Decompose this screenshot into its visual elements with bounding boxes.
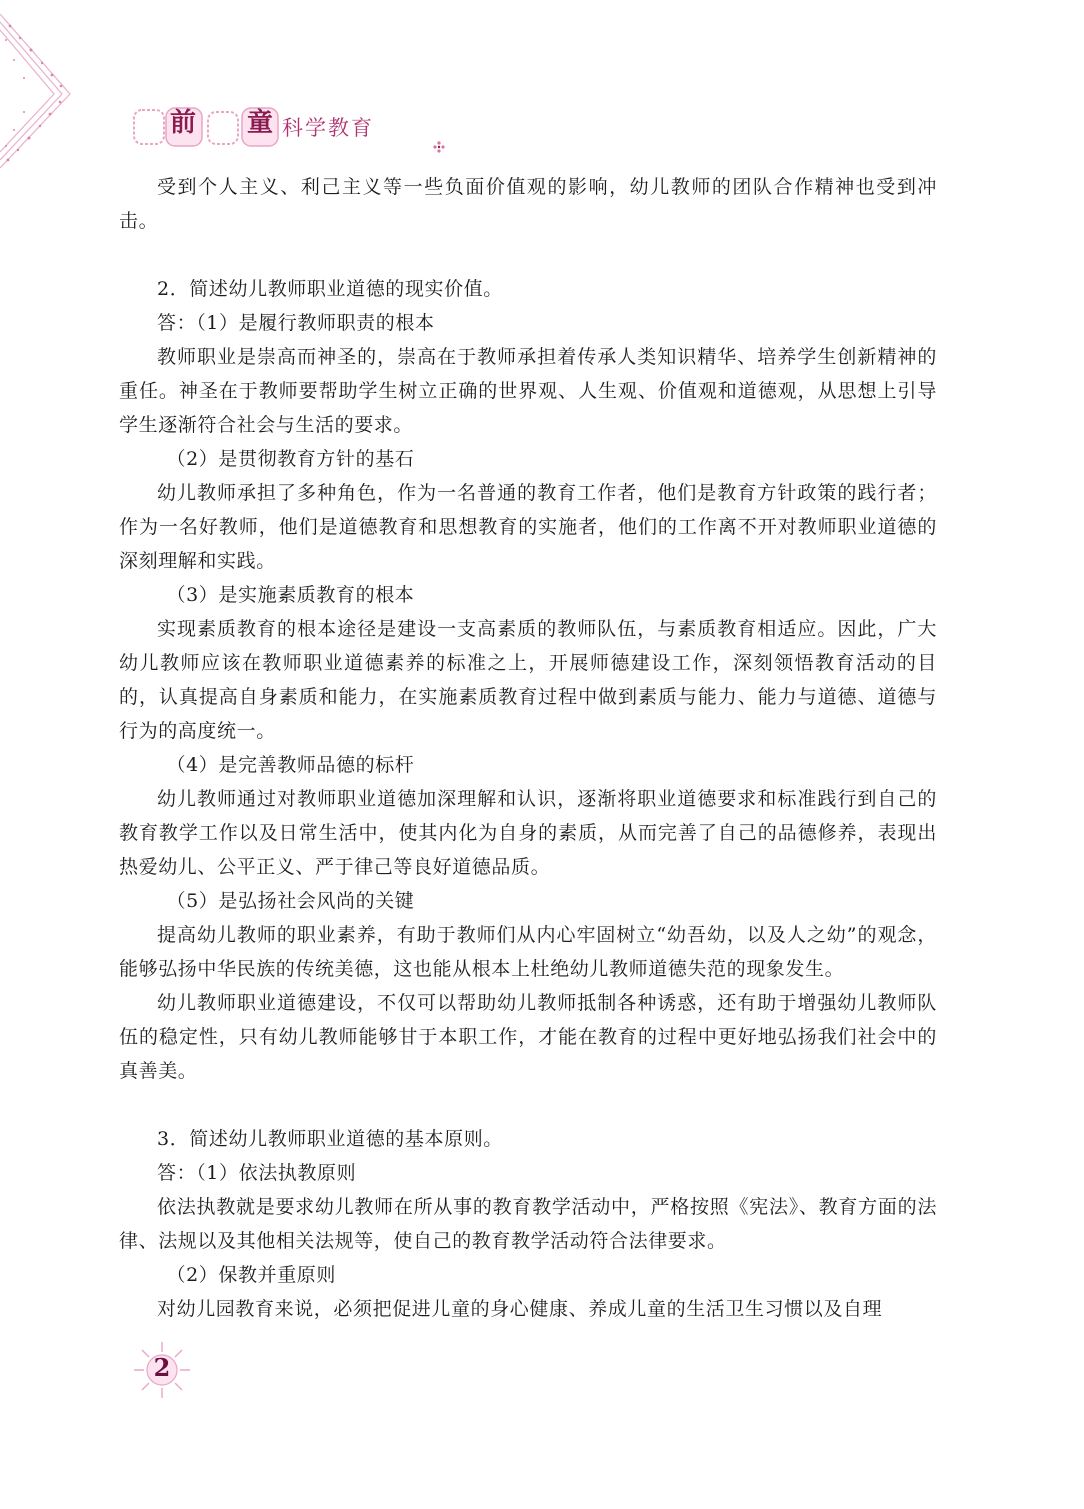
answer-heading: 答：（1）是履行教师职责的根本 <box>157 312 435 334</box>
sub-heading: （4）是完善教师品德的标杆 <box>166 754 415 776</box>
header-char-2: 童 <box>247 108 274 138</box>
page-content <box>119 170 937 1326</box>
sub-heading: （5）是弘扬社会风尚的关键 <box>166 890 415 912</box>
header-subtitle: 科学教育 <box>282 116 374 140</box>
answer-heading: 答：（1）依法执教原则 <box>157 1162 357 1184</box>
corner-ornament-icon <box>0 0 90 180</box>
header-char-1: 前 <box>170 108 197 138</box>
question-heading: 3．简述幼儿教师职业道德的基本原则。 <box>157 1128 503 1150</box>
sub-heading: （2）保教并重原则 <box>166 1264 336 1286</box>
page-header <box>132 104 492 156</box>
paragraph: 对幼儿园教育来说，必须把促进儿童的身心健康、养成儿童的生活卫生习惯以及自理 <box>157 1298 883 1320</box>
page-number: 2 <box>153 1353 171 1382</box>
paragraph: 受到个人主义、利己主义等一些负面价值观的影响，幼儿教师的团队合作精神也受到冲击。 <box>119 176 937 232</box>
sub-heading: （3）是实施素质教育的根本 <box>166 584 415 606</box>
paragraph: 幼儿教师承担了多种角色，作为一名普通的教育工作者，他们是教育方针政策的践行者；作为一名好教师，他们是道德教育和思想教育的实施者，他们的工作离不开对教师职业道德的深刻理解和实践。 <box>119 482 937 572</box>
paragraph: 实现素质教育的根本途径是建设一支高素质的教师队伍，与素质教育相适应。因此，广大幼儿教师应该在教师职业道德素养的标准之上，开展师德建设工作，深刻领悟教育活动的目的，认真提高自身素质和能力，在实施素质教育过程中做到素质与能力、能力与道德、道德与行为的高度统一。 <box>119 618 937 742</box>
paragraph: 教师职业是崇高而神圣的，崇高在于教师承担着传承人类知识精华、培养学生创新精神的重任。神圣在于教师要帮助学生树立正确的世界观、人生观、价值观和道德观，从思想上引导学生逐渐符合社会与生活的要求。 <box>119 346 937 436</box>
header-small-flower-icon <box>432 140 446 154</box>
question-heading: 2．简述幼儿教师职业道德的现实价值。 <box>157 278 503 300</box>
paragraph: 提高幼儿教师的职业素养，有助于教师们从内心牢固树立“幼吾幼，以及人之幼”的观念，能够弘扬中华民族的传统美德，这也能从根本上杜绝幼儿教师道德失范的现象发生。 <box>119 924 937 980</box>
paragraph: 依法执教就是要求幼儿教师在所从事的教育教学活动中，严格按照《宪法》、教育方面的法律、法规以及其他相关法规等，使自己的教育教学活动符合法律要求。 <box>119 1196 937 1252</box>
paragraph-spacer <box>119 238 937 272</box>
paragraph-spacer <box>119 1088 937 1122</box>
paragraph: 幼儿教师通过对教师职业道德加深理解和认识，逐渐将职业道德要求和标准践行到自己的教育教学工作以及日常生活中，使其内化为自身的素质，从而完善了自己的品德修养，表现出热爱幼儿、公平正义、严于律己等良好道德品质。 <box>119 788 937 878</box>
sub-heading: （2）是贯彻教育方针的基石 <box>166 448 415 470</box>
page-number-badge <box>130 1338 194 1402</box>
paragraph: 幼儿教师职业道德建设，不仅可以帮助幼儿教师抵制各种诱惑，还有助于增强幼儿教师队伍的稳定性，只有幼儿教师能够甘于本职工作，才能在教育的过程中更好地弘扬我们社会中的真善美。 <box>119 992 937 1082</box>
